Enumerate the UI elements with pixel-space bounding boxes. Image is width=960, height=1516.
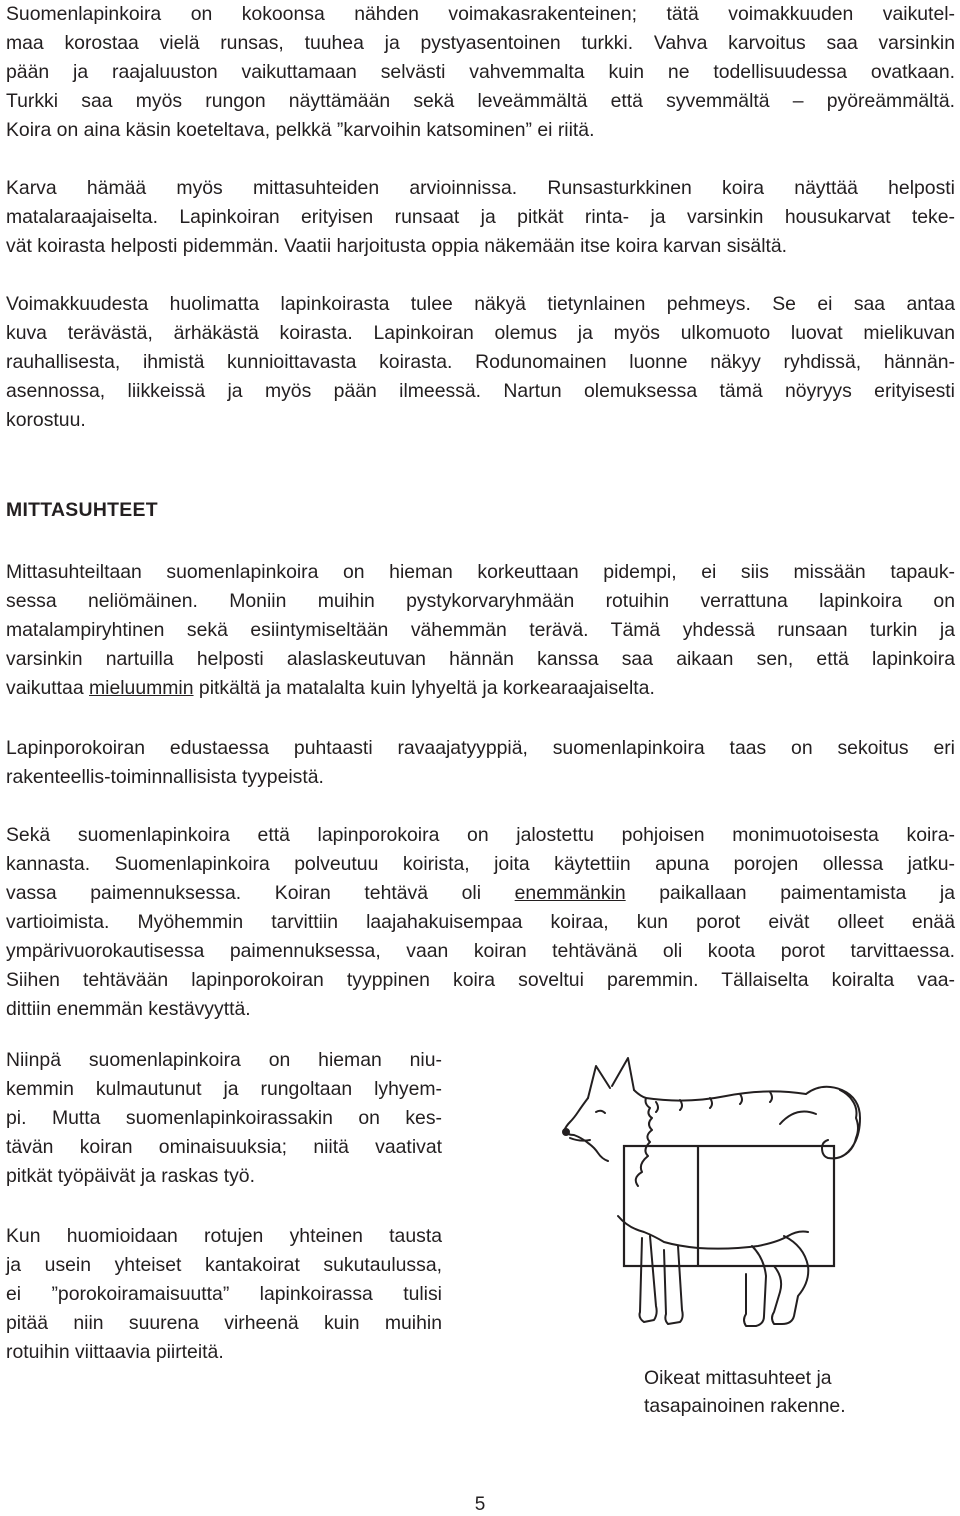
- text-line: kemmin kulmautunut ja rungoltaan lyhyem-: [6, 1078, 442, 1100]
- dog-ear: [588, 1066, 610, 1098]
- dog-fur: [656, 1092, 772, 1112]
- dog-front-leg: [664, 1246, 683, 1324]
- text-line: rotuihin viittaavia piirteitä.: [6, 1341, 224, 1363]
- text-line: Sekä suomenlapinkoira että lapinporokoira on jalostettu pohjoisen monimuotoisesta koira-: [6, 824, 955, 846]
- paragraph-coat-proportions: [6, 174, 955, 261]
- text-line: rakenteellis-toiminnallisista tyypeistä.: [6, 766, 324, 788]
- text-line: Kun huomioidaan rotujen yhteinen tausta: [6, 1225, 442, 1247]
- text-line: kuva terävästä, ärhäkästä koirasta. Lapinkoiran olemus ja myös ulkomuoto luovat mielikuvan: [6, 322, 955, 344]
- text-line: korostuu.: [6, 409, 86, 431]
- text-line: pi. Mutta suomenlapinkoirassakin on kes-: [6, 1107, 442, 1129]
- text-line: vartioimista. Myöhemmin tarvittiin laajahakuisempaa koiraa, kun porot eivät olleet enää: [6, 911, 955, 933]
- text-line: Karva hämää myös mittasuhteiden arvioinnissa. Runsasturkkinen koira näyttää helposti: [6, 177, 955, 199]
- page-number: 5: [474, 1494, 486, 1515]
- dog-nose: [563, 1129, 569, 1135]
- text-line: Lapinporokoiran edustaessa puhtaasti ravaajatyyppiä, suomenlapinkoira taas on sekoitus eri: [6, 737, 955, 759]
- dog-hind-leg: [772, 1236, 808, 1324]
- text-line: pitää niin suurena virheenä kuin muihin: [6, 1312, 442, 1334]
- text-line: ympärivuorokautisessa paimennuksessa, vaan koiran tehtävänä oli koota porot tarvittaessa.: [6, 940, 955, 962]
- text-line: dittiin enemmän kestävyyttä.: [6, 998, 251, 1020]
- figure-caption: [644, 1364, 846, 1420]
- paragraph-common-background: [6, 1222, 442, 1367]
- dog-front-leg: [640, 1236, 657, 1322]
- text-line: maa korostaa vielä runsas, tuuhea ja pystyasentoinen turkki. Vahva karvoitus saa varsinkin: [6, 32, 955, 54]
- paragraph-softness: [6, 290, 955, 435]
- text-line: sessa neliömäinen. Moniin muihin pystykorvaryhmään rotuihin verrattuna lapinkoira on: [6, 590, 955, 612]
- text-line: matalaraajaiselta. Lapinkoiran erityisen runsaat ja pitkät rinta- ja varsinkin housukarvat teke-: [6, 206, 955, 228]
- dog-proportions-figure: [540, 1050, 870, 1350]
- paragraph-type-comparison: [6, 734, 955, 792]
- underlined-word: enemmänkin: [514, 882, 626, 904]
- underlined-word: mieluummin: [89, 677, 194, 699]
- dog-back: [646, 1091, 806, 1100]
- text-line: ei ”porokoiramaisuutta” lapinkoirassa tulisi: [6, 1283, 442, 1305]
- text-fragment: paikallaan paimentamista ja: [625, 882, 955, 904]
- text-line: [6, 674, 955, 703]
- text-line: matalampiryhtinen sekä esiintymiseltään vähemmän terävä. Tämä yhdessä runsaan turkin ja: [6, 619, 955, 641]
- text-line: tävän koiran ominaisuuksia; niitä vaativat: [6, 1136, 442, 1158]
- text-line: pään ja raajaluuston vaikuttamaan selvästi vahvemmalta kuin ne todellisuudessa ovatkaan.: [6, 61, 955, 83]
- paragraph-breed-history: [6, 821, 955, 1024]
- caption-line: tasapainoinen rakenne.: [644, 1395, 846, 1417]
- paragraph-proportions: [6, 558, 955, 703]
- text-line: Siihen tehtävään lapinporokoiran tyyppinen koira soveltui paremmin. Tällaiselta koiralta vaa-: [6, 969, 955, 991]
- text-line: Voimakkuudesta huolimatta lapinkoirasta tulee näkyä tietynlainen pehmeys. Se ei saa antaa: [6, 293, 955, 315]
- dog-tail-curl: [780, 1112, 816, 1124]
- text-line: ja usein yhteiset kantakoirat sukutaulussa,: [6, 1254, 442, 1276]
- dog-head: [564, 1098, 608, 1161]
- text-line: asennossa, liikkeissä ja myös pään ilmeessä. Nartun olemuksessa tämä nöyryys erityisesti: [6, 380, 955, 402]
- text-line: Niinpä suomenlapinkoira on hieman niu-: [6, 1049, 442, 1071]
- text-line: varsinkin nartuilla helposti alaslaskeutuvan hännän kanssa saa aikaan sen, että lapinkoira: [6, 648, 955, 670]
- text-line: vät koirasta helposti pidemmän. Vaatii harjoitusta oppia näkemään itse koira karvan sisältä.: [6, 235, 788, 257]
- text-line: Mittasuhteiltaan suomenlapinkoira on hieman korkeuttaan pidempi, ei siis missään tapauk-: [6, 561, 955, 583]
- dog-eye: [596, 1111, 605, 1113]
- paragraph-endurance: [6, 1046, 442, 1191]
- text-fragment: vassa paimennuksessa. Koiran tehtävä oli: [6, 882, 515, 904]
- section-heading: MITTASUHTEET: [6, 499, 158, 521]
- text-fragment: pitkältä ja matalalta kuin lyhyeltä ja korkearaajaiselta.: [193, 677, 655, 699]
- paragraph-coat-strength: [6, 0, 955, 145]
- dog-ear: [612, 1058, 634, 1090]
- text-line: kannasta. Suomenlapinkoira polveutuu koirista, joita käytettiin apuna porojen ollessa jatku-: [6, 853, 955, 875]
- text-line: rauhallisesta, ihmistä kunnioittavasta koirasta. Rodunomainen luonne näkyy ryhdissä, hännän-: [6, 351, 955, 373]
- text-line: pitkät työpäivät ja raskas työ.: [6, 1165, 255, 1187]
- dog-neck-ruff: [634, 1090, 652, 1186]
- caption-line: Oikeat mittasuhteet ja: [644, 1367, 832, 1389]
- text-line: Koira on aina käsin koeteltava, pelkkä ”karvoihin katsominen” ei riitä.: [6, 119, 595, 141]
- text-line: Suomenlapinkoira on kokoonsa nähden voimakasrakenteinen; tätä voimakkuuden vaikutel-: [6, 3, 955, 25]
- dog-hind-leg: [744, 1246, 766, 1326]
- text-line: [6, 879, 955, 908]
- dog-outline-illustration: [540, 1050, 870, 1350]
- dog-chest: [618, 1216, 808, 1249]
- text-fragment: vaikuttaa: [6, 677, 89, 699]
- text-line: Turkki saa myös rungon näyttämään sekä leveämmältä että syvemmältä – pyöreämmältä.: [6, 90, 955, 112]
